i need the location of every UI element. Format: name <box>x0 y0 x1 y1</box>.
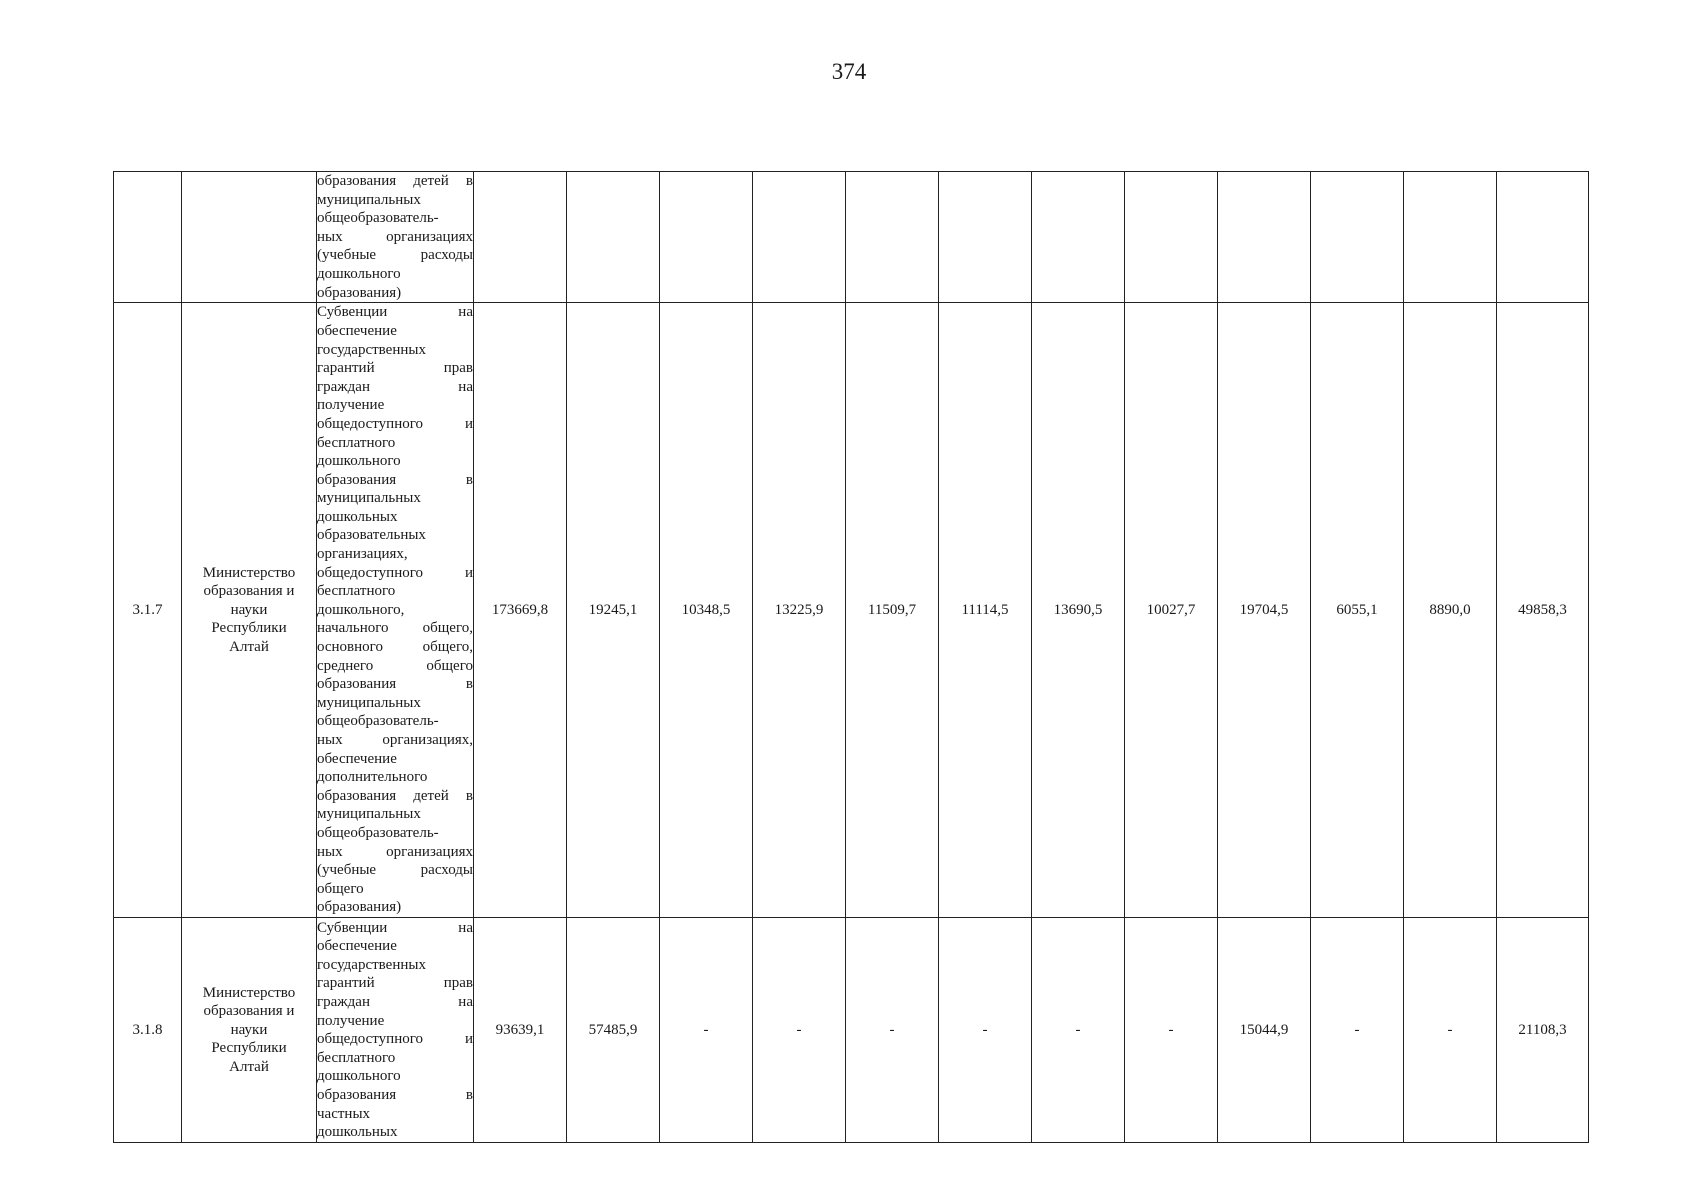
value-cell <box>939 172 1032 303</box>
description-line: гарантий прав <box>317 360 473 377</box>
description-line: муниципальных <box>317 191 421 208</box>
description-line: образования) <box>317 284 402 301</box>
description-line: государственных <box>317 956 426 973</box>
description-line: Субвенции на <box>317 919 473 936</box>
description-line: общедоступного и <box>317 564 473 581</box>
description-line: образования детей в <box>317 173 473 189</box>
description-line: гарантий прав <box>317 975 473 992</box>
description-line: (учебные расходы <box>317 247 473 264</box>
value-cell: 10348,5 <box>660 303 753 918</box>
description-line: (учебные расходы <box>317 862 473 879</box>
row-code-cell: 3.1.7 <box>114 303 182 918</box>
description-line: образования) <box>317 899 402 916</box>
value-cell <box>753 172 846 303</box>
value-cell <box>1032 172 1125 303</box>
description-line: основного общего, <box>317 639 473 656</box>
value-cell: 8890,0 <box>1404 303 1497 918</box>
value-cell: 6055,1 <box>1311 303 1404 918</box>
table-body <box>114 172 1589 1143</box>
value-cell: 49858,3 <box>1497 303 1589 918</box>
description-cell <box>317 172 474 303</box>
description-line: образования в <box>317 471 473 488</box>
description-line: общеобразователь- <box>317 824 439 841</box>
value-cell: 11509,7 <box>846 303 939 918</box>
description-line: Субвенции на <box>317 304 473 321</box>
table-row <box>114 918 1589 1143</box>
value-cell: 10027,7 <box>1125 303 1218 918</box>
value-cell <box>1218 172 1311 303</box>
organization-line: Алтай <box>229 1059 269 1076</box>
value-cell <box>1125 172 1218 303</box>
organization-line: науки <box>230 1021 268 1038</box>
description-line: бесплатного <box>317 583 396 600</box>
description-line: ных организациях <box>317 843 473 860</box>
value-cell: 13225,9 <box>753 303 846 918</box>
description-line: общедоступного и <box>317 415 473 432</box>
value-cell: 19245,1 <box>567 303 660 918</box>
description-line: обеспечение <box>317 938 397 955</box>
description-line: граждан на <box>317 993 473 1010</box>
value-cell: 19704,5 <box>1218 303 1311 918</box>
description-line: образования в <box>317 1086 473 1103</box>
description-line: дошкольного <box>317 1068 401 1085</box>
table-row <box>114 172 1589 303</box>
description-line: ных организациях, <box>317 732 473 749</box>
description-line: получение <box>317 397 385 414</box>
description-line: частных <box>317 1105 371 1122</box>
description-line: дошкольного, <box>317 601 405 618</box>
description-line: дополнительного <box>317 769 428 786</box>
description-line: обеспечение <box>317 322 397 339</box>
value-cell <box>1404 172 1497 303</box>
description-line: общедоступного и <box>317 1031 473 1048</box>
organization-line: науки <box>230 601 268 618</box>
description-line: граждан на <box>317 378 473 395</box>
description-line: дошкольного <box>317 265 401 282</box>
description-line: общеобразователь- <box>317 713 439 730</box>
budget-table <box>113 171 1589 1143</box>
value-cell: - <box>939 918 1032 1143</box>
organization-line: Министерство <box>202 984 296 1001</box>
description-line: образовательных <box>317 527 426 544</box>
value-cell: - <box>1311 918 1404 1143</box>
table-row <box>114 303 1589 918</box>
description-line: муниципальных <box>317 806 421 823</box>
value-cell: - <box>1125 918 1218 1143</box>
value-cell: 173669,8 <box>474 303 567 918</box>
description-line: дошкольных <box>317 1124 398 1141</box>
description-line: получение <box>317 1012 385 1029</box>
row-code-cell <box>114 172 182 303</box>
description-line: обеспечение <box>317 750 397 767</box>
description-line: ных организациях <box>317 228 473 245</box>
value-cell: 57485,9 <box>567 918 660 1143</box>
value-cell: 13690,5 <box>1032 303 1125 918</box>
description-line: организациях, <box>317 546 408 563</box>
organization-cell <box>182 303 317 918</box>
value-cell: 21108,3 <box>1497 918 1589 1143</box>
description-line: государственных <box>317 341 426 358</box>
value-cell: - <box>1404 918 1497 1143</box>
row-code-cell: 3.1.8 <box>114 918 182 1143</box>
value-cell: 15044,9 <box>1218 918 1311 1143</box>
description-line: общеобразователь- <box>317 210 439 227</box>
organization-line: Республики <box>211 620 287 637</box>
value-cell <box>1311 172 1404 303</box>
value-cell: 93639,1 <box>474 918 567 1143</box>
description-line: дошкольных <box>317 508 398 525</box>
value-cell: - <box>660 918 753 1143</box>
description-line: среднего общего <box>317 657 473 674</box>
value-cell <box>846 172 939 303</box>
organization-line: образования и <box>203 1003 295 1020</box>
description-line: бесплатного <box>317 434 396 451</box>
organization-line: Республики <box>211 1040 287 1057</box>
value-cell: - <box>846 918 939 1143</box>
description-line: образования детей в <box>317 787 473 804</box>
value-cell <box>474 172 567 303</box>
value-cell: 11114,5 <box>939 303 1032 918</box>
description-line: бесплатного <box>317 1049 396 1066</box>
value-cell: - <box>1032 918 1125 1143</box>
description-line: общего <box>317 880 364 897</box>
description-line: начального общего, <box>317 620 473 637</box>
value-cell: - <box>753 918 846 1143</box>
description-line: дошкольного <box>317 453 401 470</box>
description-line: муниципальных <box>317 694 421 711</box>
organization-cell <box>182 918 317 1143</box>
value-cell <box>660 172 753 303</box>
organization-line: образования и <box>203 583 295 600</box>
description-line: образования в <box>317 676 473 693</box>
value-cell <box>567 172 660 303</box>
organization-cell <box>182 172 317 303</box>
description-cell <box>317 303 474 918</box>
organization-line: Алтай <box>229 639 269 656</box>
value-cell <box>1497 172 1589 303</box>
description-line: муниципальных <box>317 490 421 507</box>
page-number: 374 <box>831 59 867 84</box>
description-cell <box>317 918 474 1143</box>
organization-line: Министерство <box>202 564 296 581</box>
